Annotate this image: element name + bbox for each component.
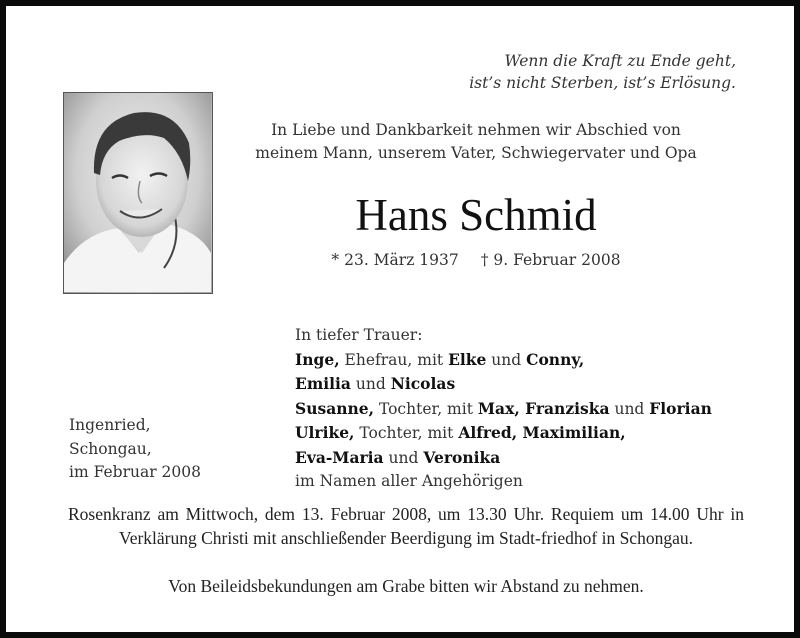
mourner-name: Eva-Maria [295,447,384,467]
mourner-line [295,397,765,422]
death-date: † 9. Februar 2008 [480,251,621,269]
motto-line: Wenn die Kraft zu Ende geht, [504,52,736,70]
intro-text [231,119,721,165]
motto-line: ist’s nicht Sterben, ist’s Erlösung. [469,74,736,92]
intro-line: In Liebe und Dankbarkeit nehmen wir Abschied von [271,121,681,139]
place-line: Ingenried, [69,416,151,434]
mourner-text: Ehefrau, mit [339,350,449,369]
mourner-name: Conny, [526,349,585,369]
mourner-line [295,348,765,373]
deceased-name: Hans Schmid [355,190,597,240]
motto-quote [406,50,736,94]
place-line: Schongau, [69,439,152,458]
mourner-text: und [350,375,391,393]
mourner-line [295,372,765,397]
mourner-text: und [486,350,527,369]
mourners-heading: In tiefer Trauer: [295,326,423,344]
portrait-photo [63,92,213,294]
mourner-name: Inge, [295,349,340,369]
mourner-name: Veronika [423,447,501,467]
place-and-date [69,414,269,485]
mourner-text: Tochter, mit [374,399,478,418]
mourner-name: Emilia [295,374,351,393]
mourner-name: Susanne, [295,398,375,418]
mourner-name: Nicolas [390,374,456,393]
mourner-text: und [609,399,650,418]
intro-line: meinem Mann, unserem Vater, Schwiegervater und Opa [255,144,697,162]
mourner-text: Tochter, mit [354,424,459,442]
place-line: im Februar 2008 [69,463,201,481]
mourners-footer: im Namen aller Angehörigen [295,472,523,490]
mourner-name: Ulrike, [295,423,355,442]
mourner-text: und [383,448,424,467]
closing-note: Von Beileidsbekundungen am Grabe bitten wir Abstand zu nehmen. [168,576,644,596]
life-dates [231,249,721,271]
birth-date: * 23. März 1937 [331,251,459,269]
portrait-image [64,93,211,292]
mourner-line [295,446,765,471]
mourners-list [295,324,765,494]
mourner-name: Elke [448,349,487,369]
funeral-service-info: Rosenkranz am Mittwoch, dem 13. Februar 2008, um 13.30 Uhr. Requiem um 14.00 Uhr in Verklärung Christi mit anschließender Beerdigung im Stadt-friedhof in Schongau. [68,504,744,548]
mourner-name: Florian [649,398,712,418]
mourner-line [295,421,765,446]
mourner-name: Alfred, Maximilian, [458,423,626,442]
mourner-name: Max, Franziska [477,398,610,418]
